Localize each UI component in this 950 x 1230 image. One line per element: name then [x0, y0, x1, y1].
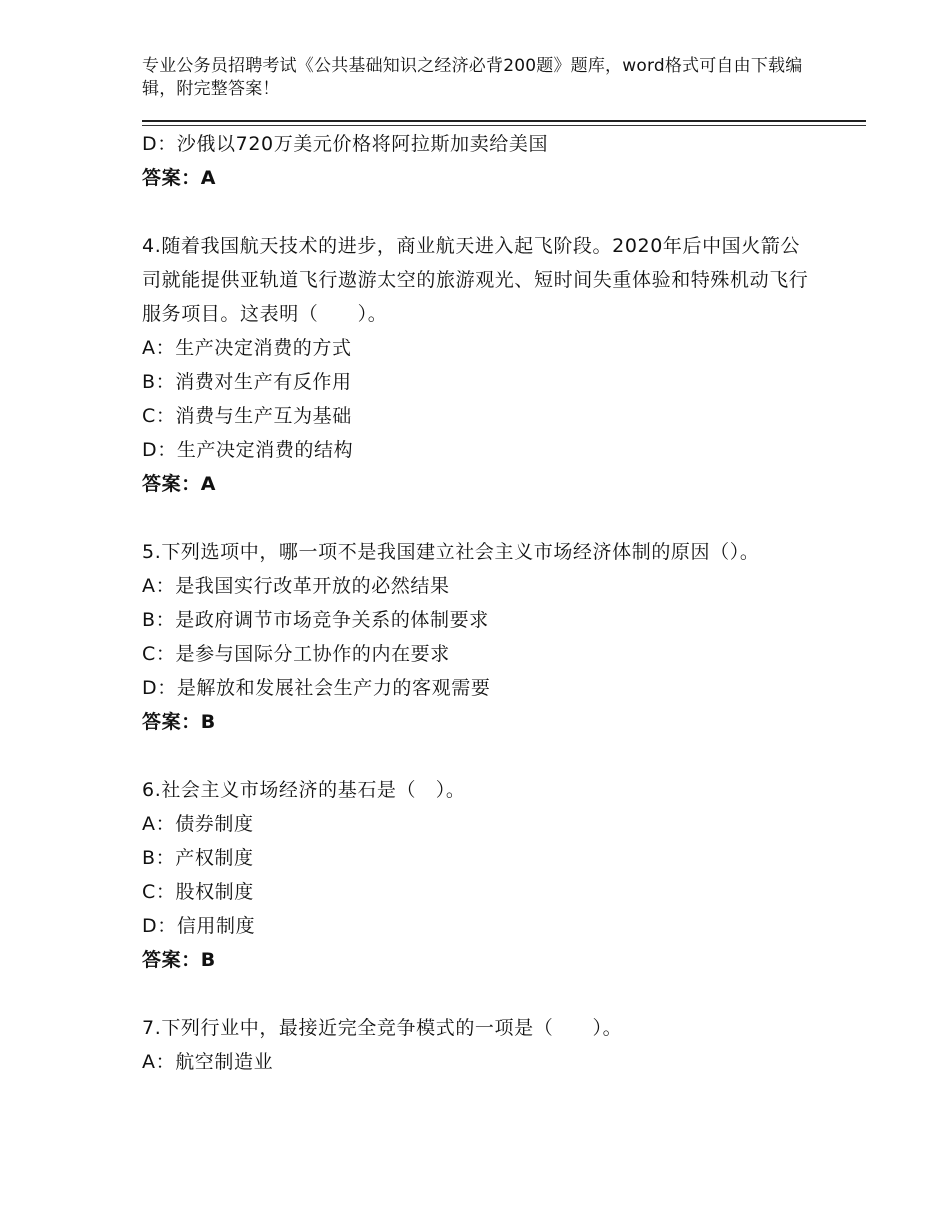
answer-line: 答案：B	[142, 949, 216, 971]
header-divider-thick	[142, 120, 866, 122]
option-b: B：产权制度	[142, 847, 254, 869]
page-header: 专业公务员招聘考试《公共基础知识之经济必背200题》题库，word格式可自由下载编辑，附完整答案！	[142, 56, 803, 99]
option-a: A：航空制造业	[142, 1051, 274, 1073]
option-c: C：是参与国际分工协作的内在要求	[142, 643, 450, 665]
question-stem: 6.社会主义市场经济的基石是（ ）。	[142, 779, 466, 801]
header-divider-thin	[142, 125, 866, 126]
option-d: D：是解放和发展社会生产力的客观需要	[142, 677, 491, 699]
option-a: A：生产决定消费的方式	[142, 337, 352, 359]
option-b: B：是政府调节市场竞争关系的体制要求	[142, 609, 489, 631]
answer-line: 答案：B	[142, 711, 216, 733]
option-a: A：是我国实行改革开放的必然结果	[142, 575, 450, 597]
answer-line: 答案：A	[142, 167, 217, 189]
question-list	[142, 127, 812, 1079]
question-stem: 5.下列选项中，哪一项不是我国建立社会主义市场经济体制的原因（）。	[142, 541, 760, 563]
answer-line: 答案：A	[142, 473, 217, 495]
option-c: C：消费与生产互为基础	[142, 405, 352, 427]
question-stem: 7.下列行业中，最接近完全竞争模式的一项是（ ）。	[142, 1017, 623, 1039]
option-d: D：信用制度	[142, 915, 256, 937]
option-d: D：生产决定消费的结构	[142, 439, 354, 461]
question-stem: 4.随着我国航天技术的进步，商业航天进入起飞阶段。2020年后中国火箭公司就能提供亚轨道飞行遨游太空的旅游观光、短时间失重体验和特殊机动飞行服务项目。这表明（ ）。	[142, 235, 809, 325]
option-c: C：股权制度	[142, 881, 254, 903]
option-b: B：消费对生产有反作用	[142, 371, 352, 393]
option-d: D：沙俄以720万美元价格将阿拉斯加卖给美国	[142, 133, 549, 155]
option-a: A：债券制度	[142, 813, 254, 835]
